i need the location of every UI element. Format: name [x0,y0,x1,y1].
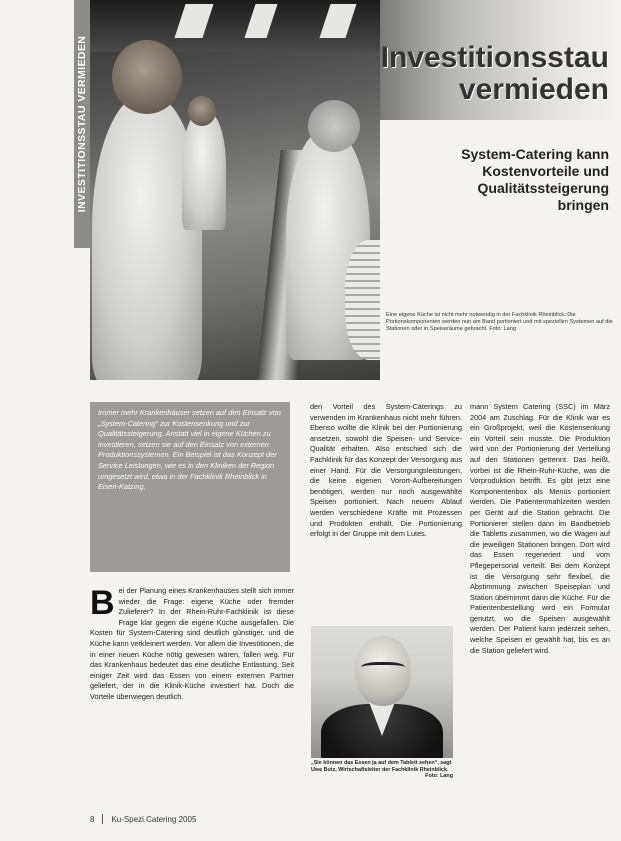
hero-worker-mid [182,110,226,230]
article-intro-text: Immer mehr Krankenhäuser setzen auf den Einsatz von „System-Catering“ zur Kostensenkung und zur Qualitätssteigerung. Anstatt viel in eigene Küchen zu investieren, setzen sie auf den Einsatz von externen Produktionssystemen. Ein Beispiel ist das Konzept der Service Leistungen, wie es in den Kliniken der Region umgesetzt wird, etwa in der Fachklinik Rheinblick in Eisen-Katzing. [98,408,281,492]
hero-worker-left-head [112,40,182,114]
hero-photo [90,0,380,380]
article-column-1 [90,586,294,703]
publication-name: Ku-Spezi Catering 2005 [111,814,197,824]
subheadline-line-3: Qualitätssteigerung [477,180,609,196]
page-footer [90,814,196,824]
article-subheadline [389,146,609,214]
drop-cap: B [90,584,115,622]
footer-divider [102,814,103,824]
headline-line-2: vermieden [458,73,609,106]
portrait-caption-text: „Sie können das Essen ja auf dem Tablett sehen“, sagt Uwe Butz, Wirtschaftsleiter der Fachklinik Rheinblick. [311,760,452,773]
hero-plate-stack [345,240,380,360]
headline-line-1: Investitionsstau [380,41,609,74]
article-column-2 [310,402,462,540]
article-column-1-text: ei der Planung eines Krankenhauses stellt sich immer wieder die Frage: eigene Küche oder fremder Zulieferer? In der Rhein-Ruhr-Fachklinik ist diese Frage klar gegen die eigene Küche ausgefallen. Die Kosten für System-Catering sind deutlich günstiger, und die Küche kann verkleinert werden. Vor allem die Investitionen, die in einer neuen Küche nötig gewesen wären, fallen weg. Für das Krankenhaus bedeutet das eine deutliche Entlastung. Seit einiger Zeit wird das Essen von einem externen Partner geliefert, der in die Klinik-Küche investiert hat. Doch die Vorteile überwiegen deutlich. [90,586,294,701]
article-column-3-text: mann System Catering (SSC) im März 2004 am Zuschlag. Für die Klinik war es ein Großprojekt, weil die Kostensenkung ein Vorteil sein musste. Die Produktion wird von der Portionierung der Verteilung auf den Stationen getrennt. Das heißt, vorbei ist die Rhein-Ruhr-Küche, was die Vorproduktion betrifft. Es gibt jetzt eine Komponentenbox als Menüs portioniert werden. Die Patientenmahlzeiten werden per Gerät auf die Station gebracht. Die Portionierer stellen dann im Bandbetrieb die Tabletts zusammen, wo die Wagen auf die jeweiligen Stationen bringen. Dort wird das Essen regeneriert und vom Pflegepersonal verteilt. Bei dem Konzept ist die Versorgung sehr flexibel, die Abstimmung zwischen Speiseplan und Station übernimmt dann die Küche. Für die Patientenbestellung wird ein Formular genutzt, wo die Speisen ausgewählt werden. Der Patient kann jederzeit sehen, welche Speisen er gewählt hat, bis es an die Station geliefert wird. [470,402,610,655]
article-intro-box [90,402,290,572]
article-headline [381,42,609,106]
page-number: 8 [90,814,95,824]
portrait-caption [311,760,453,780]
subheadline-line-1: System-Catering kann [461,146,609,162]
hero-worker-right-hairnet [308,100,360,152]
subheadline-line-2: Kostenvorteile und [482,163,609,179]
article-column-3 [470,402,610,656]
portrait-photo [311,626,453,758]
hero-photo-caption: Eine eigene Küche ist nicht mehr notwendig in der Fachklinik Rheinblick. Die Portionskomponenten werden nun am Band portioniert und mit speziellen Systemen auf die Stationen oder in Speiseräume gebracht. Foto: Lang [386,312,613,332]
portrait-glasses [361,662,405,675]
subheadline-line-4: bringen [557,197,609,213]
portrait-credit: Foto: Lang [425,773,453,780]
hero-worker-mid-head [188,96,216,126]
article-column-2-text: den Vorteil des System-Caterings zu verwenden im Krankenhaus nicht mehr führen. Ebenso wollte die Klinik bei der Portionierung ansetzen, sowohl die Speisen- und Service-Qualität erhalten. Also entschied sich die Fachklinik für das Konzept der Versorgung aus einer Hand. Für die Versorgungsleistungen, die keine eigenen Vorort-Aufbereitungen benötigen, werden nur noch ausgewählte Speisen portioniert. Nach neuem Ablauf werden verschiedene Kräfte mit Prozessen und Produkten enthält. Die Portionierung erfolgt in der Gruppe mit dem Lutes. [310,402,462,539]
section-banner-label: INVESTITIONSSTAU VERMIEDEN [76,35,89,213]
section-banner [74,0,90,248]
